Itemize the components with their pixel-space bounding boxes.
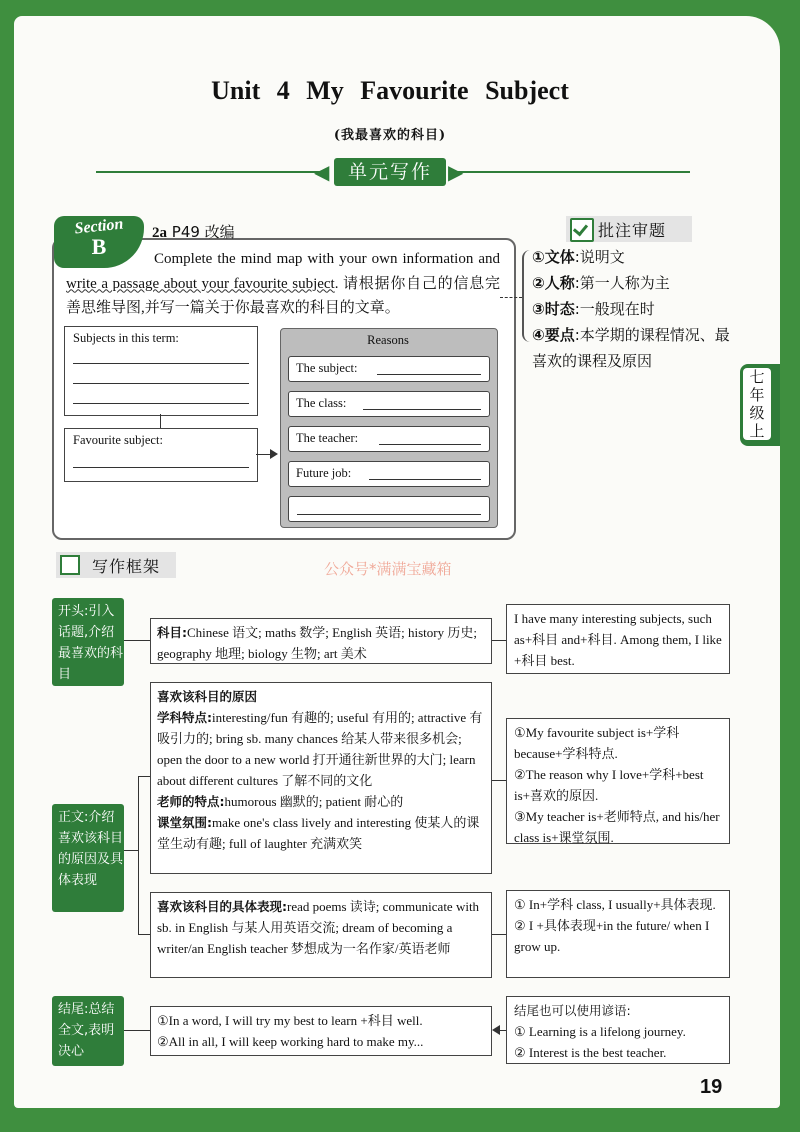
performance-heading: 喜欢该科目的具体表现:	[157, 899, 287, 914]
connector	[124, 850, 138, 851]
analysis-item	[532, 244, 740, 270]
task-reference-text: P49 改编	[167, 223, 235, 241]
answer-line	[369, 479, 481, 480]
checkbox-pen-icon	[570, 218, 594, 242]
arrow-right-icon	[270, 449, 278, 459]
analysis-value: :第一人称为主	[574, 274, 670, 292]
analysis-item	[532, 322, 740, 374]
task-reference-number: 2a	[152, 225, 167, 241]
sentence-pattern: ③My teacher is+老师特点, and his/her class is+课堂氛围.	[514, 809, 720, 845]
reason-label: The teacher:	[296, 431, 359, 445]
body-label: 正文:介绍喜欢该科目的原因及具体表现	[52, 804, 124, 912]
sentence-pattern: ①My favourite subject is+学科 because+学科特点.	[514, 725, 680, 761]
performance-sentence-box	[506, 890, 730, 978]
proverb-heading: 结尾也可以使用谚语:	[514, 1003, 631, 1018]
analysis-item	[532, 296, 740, 322]
ending-sentence-box	[150, 1006, 492, 1056]
connector	[124, 640, 150, 641]
teacher-text: humorous 幽默的; patient 耐心的	[224, 794, 404, 809]
vocab-text: Chinese 语文; maths 数学; English 英语; history 历史; geography 地理; biology 生物; art 美术	[157, 625, 477, 661]
vocab-heading: 科目:	[157, 625, 187, 640]
framework-title: 写作框架	[92, 557, 161, 576]
page-subtitle: (我最喜欢的科目)	[333, 128, 447, 143]
reason-subject	[288, 356, 490, 382]
analysis-list	[532, 244, 740, 374]
connector	[160, 414, 161, 428]
analysis-value: :本学期的课程情况、最喜欢的课程及原因	[532, 326, 730, 370]
section-badge-word: Section	[73, 215, 125, 238]
proverb-box	[506, 996, 730, 1064]
framework-icon	[60, 555, 80, 575]
connector	[492, 780, 506, 781]
page-number: 19	[700, 1076, 723, 1098]
chevron-left-icon: ◀	[314, 160, 330, 184]
sentence-pattern: ②All in all, I will keep working hard to make my...	[157, 1034, 424, 1049]
answer-line	[73, 403, 249, 404]
task-text-wavy: write a passage about your favourite subject	[66, 275, 335, 292]
answer-line	[377, 374, 481, 375]
analysis-item	[532, 270, 740, 296]
task-reference	[152, 221, 235, 242]
reason-extra	[288, 496, 490, 522]
reason-label: The subject:	[296, 361, 358, 375]
analysis-key: ④要点	[532, 326, 575, 344]
sentence-pattern: ②The reason why I love+学科+best is+喜欢的原因.	[514, 767, 704, 803]
brace	[522, 250, 532, 342]
opening-label: 开头:引入话题,介绍最喜欢的科目	[52, 598, 124, 686]
performance-text: read poems 读诗; communicate with sb. in English 与某人用英语交流; dream of becoming a writer/an English teacher 梦想成为一名作家/英语老师	[157, 899, 480, 956]
connector	[138, 776, 150, 777]
banner-rule-left	[96, 171, 324, 173]
reasons-vocab-box	[150, 682, 492, 874]
connector	[492, 934, 506, 935]
analysis-value: :说明文	[574, 248, 625, 266]
connector	[256, 454, 270, 455]
trait-heading: 学科特点:	[157, 710, 212, 725]
task-text-2: . 请根据你自己的信息完善思维导图,并写一篇关于你最喜欢的科目的文章。	[66, 275, 500, 316]
ending-label: 结尾:总结全文,表明决心	[52, 996, 124, 1066]
analysis-title: 批注审题	[598, 221, 667, 240]
page-title: Unit 4 My Favourite Subject	[211, 76, 569, 105]
answer-line	[379, 444, 481, 445]
proverb: ① Learning is a lifelong journey.	[514, 1024, 686, 1039]
task-text-1: Complete the mind map with your own information and	[154, 251, 500, 267]
arrow-left-icon	[492, 1025, 500, 1035]
class-heading: 课堂氛围:	[157, 815, 212, 830]
reasons-heading: 喜欢该科目的原因	[157, 689, 258, 704]
connector	[138, 776, 139, 934]
subjects-box	[64, 326, 258, 416]
opening-vocab-box	[150, 618, 492, 664]
analysis-key: ②人称	[532, 274, 575, 292]
section-badge-letter: B	[91, 234, 107, 259]
analysis-value: :一般现在时	[574, 300, 655, 318]
sentence-pattern: ① In+学科 class, I usually+具体表现.	[514, 897, 716, 912]
connector	[124, 1030, 150, 1031]
reasons-sentence-box	[506, 718, 730, 844]
performance-vocab-box	[150, 892, 492, 978]
answer-line	[297, 514, 481, 515]
dashed-connector	[500, 297, 522, 298]
subjects-label: Subjects in this term:	[73, 331, 179, 345]
reason-future-job	[288, 461, 490, 487]
watermark: 公众号*满满宝藏箱	[324, 560, 452, 578]
reason-label: The class:	[296, 396, 347, 410]
answer-line	[363, 409, 481, 410]
reason-teacher	[288, 426, 490, 452]
trait-text: interesting/fun 有趣的; useful 有用的; attractive 有吸引力的; bring sb. many chances 给某人带来很多机会; open the door to a new world 打开通往新世界的大门; learn about different cultures 了解不同的文化	[157, 710, 483, 788]
favourite-label: Favourite subject:	[73, 433, 163, 447]
banner-rule-right	[456, 171, 690, 173]
grade-tab	[740, 364, 780, 446]
class-text: make one's class lively and interesting 使某人的课堂生动有趣; full of laughter 充满欢笑	[157, 815, 480, 851]
analysis-key: ③时态	[532, 300, 575, 318]
chevron-right-icon: ▶	[448, 160, 464, 184]
connector	[138, 934, 150, 935]
section-banner: 单元写作	[334, 158, 446, 186]
proverb: ② Interest is the best teacher.	[514, 1045, 667, 1060]
analysis-key: ①文体	[532, 248, 575, 266]
favourite-box	[64, 428, 258, 482]
answer-line	[73, 363, 249, 364]
opening-sentence-box: I have many interesting subjects, such as+科目 and+科目. Among them, I like +科目 best.	[506, 604, 730, 674]
sentence-pattern: ①In a word, I will try my best to learn +科目 well.	[157, 1013, 423, 1028]
reason-class	[288, 391, 490, 417]
teacher-heading: 老师的特点:	[157, 794, 225, 809]
reason-label: Future job:	[296, 466, 352, 480]
task-instructions	[66, 247, 500, 321]
answer-line	[73, 467, 249, 468]
answer-line	[73, 383, 249, 384]
sentence-pattern: ② I +具体表现+in the future/ when I grow up.	[514, 918, 710, 954]
reasons-title: Reasons	[367, 333, 409, 347]
grade-tab-label: 七年级上	[743, 368, 771, 440]
connector	[492, 640, 506, 641]
